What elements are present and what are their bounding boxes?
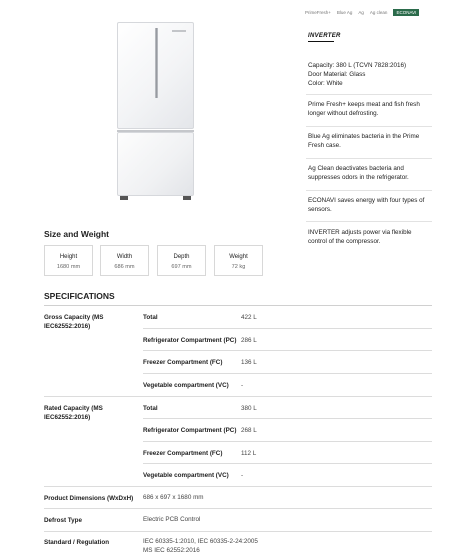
size-value: 697 mm	[171, 264, 192, 270]
inverter-logo: INVERTER	[308, 33, 341, 39]
brand-mark	[172, 30, 186, 32]
row-divider	[143, 373, 432, 374]
spec-row-label: Vegetable compartment (VC)	[143, 472, 229, 479]
size-box-depth	[157, 245, 206, 276]
foot	[183, 196, 191, 200]
basic-specs	[308, 61, 406, 88]
freezer-door	[117, 132, 194, 196]
row-divider	[143, 328, 432, 329]
spec-row-label: Freezer Compartment (FC)	[143, 359, 223, 366]
divider	[306, 126, 432, 127]
spec-row-label: Total	[143, 405, 158, 412]
spec-row-value: 286 L	[241, 337, 257, 344]
size-box-height	[44, 245, 93, 276]
size-box-weight	[214, 245, 263, 276]
badge-prime-fresh: PrimeFresh+	[305, 9, 331, 15]
dimensions-label: Product Dimensions (WxDxH)	[44, 495, 134, 502]
standard-label: Standard / Regulation	[44, 539, 110, 546]
size-value: 686 mm	[114, 264, 135, 270]
size-weight-title: Size and Weight	[44, 229, 110, 239]
spec-row-value: 112 L	[241, 450, 257, 457]
feature-blue-ag: Blue Ag eliminates bacteria in the Prime Fresh case.	[308, 133, 420, 149]
spec-row-value: -	[241, 472, 244, 479]
row-divider	[143, 441, 432, 442]
spec-row-value: -	[241, 382, 244, 389]
door-handle	[155, 28, 158, 98]
rated-capacity-label: Rated Capacity (MS IEC62552:2016)	[44, 405, 103, 421]
product-image	[117, 22, 194, 200]
spec-row-value: 380 L	[241, 405, 257, 412]
defrost-label: Defrost Type	[44, 517, 83, 524]
feature-badges	[305, 6, 435, 18]
row-divider	[143, 418, 432, 419]
spec-row-value: 268 L	[241, 427, 257, 434]
spec-row-label: Freezer Compartment (FC)	[143, 450, 223, 457]
row-divider	[44, 396, 432, 397]
spec-row-label: Vegetable compartment (VC)	[143, 382, 229, 389]
spec-row-label: Total	[143, 314, 158, 321]
badge-econavi: ECONAVI	[393, 9, 419, 16]
spec-row-value: 422 L	[241, 314, 257, 321]
size-box-width	[100, 245, 149, 276]
divider	[306, 94, 432, 95]
color-text: Color: White	[308, 80, 343, 87]
size-label: Height	[59, 254, 78, 260]
badge-ag-clean: Ag clean	[369, 9, 388, 15]
size-label: Width	[116, 254, 133, 260]
spec-row-label: Refrigerator Compartment (PC)	[143, 427, 237, 434]
row-divider	[143, 350, 432, 351]
feature-prime-fresh: Prime Fresh+ keeps meat and fish fresh longer without defrosting.	[308, 101, 420, 117]
badge-blue-ag: Blue Ag	[336, 9, 353, 15]
row-divider	[44, 486, 432, 487]
badge-ag: Ag	[358, 9, 364, 15]
row-divider	[44, 508, 432, 509]
divider	[306, 190, 432, 191]
foot	[120, 196, 128, 200]
defrost-value: Electric PCB Control	[143, 516, 201, 523]
specifications-title: SPECIFICATIONS	[44, 291, 115, 301]
feature-ag-clean: Ag Clean deactivates bacteria and suppresses odors in the refrigerator.	[308, 165, 409, 181]
feature-inverter: INVERTER adjusts power via flexible control of the compressor.	[308, 229, 412, 245]
size-label: Weight	[229, 254, 248, 260]
size-value: 1680 mm	[56, 264, 81, 270]
divider	[306, 221, 432, 222]
row-divider	[44, 531, 432, 532]
section-divider	[44, 305, 432, 306]
divider	[306, 158, 432, 159]
spec-row-label: Refrigerator Compartment (PC)	[143, 337, 237, 344]
size-value: 72 kg	[231, 264, 246, 270]
gross-capacity-label: Gross Capacity (MS IEC62552:2016)	[44, 314, 104, 330]
row-divider	[143, 463, 432, 464]
standard-value-line: IEC 60335-1:2010, IEC 60335-2-24:2005	[143, 538, 258, 545]
logo-underline	[308, 41, 334, 42]
spec-row-value: 136 L	[241, 359, 257, 366]
size-label: Depth	[173, 254, 190, 260]
capacity-text: Capacity: 380 L (TCVN 7828:2016)	[308, 62, 407, 69]
standard-value-line: MS IEC 62552:2016	[143, 547, 200, 554]
dimensions-value: 686 x 697 x 1680 mm	[143, 494, 204, 501]
feature-econavi: ECONAVI saves energy with four types of sensors.	[308, 197, 425, 213]
door-material-text: Door Material: Glass	[308, 71, 366, 78]
